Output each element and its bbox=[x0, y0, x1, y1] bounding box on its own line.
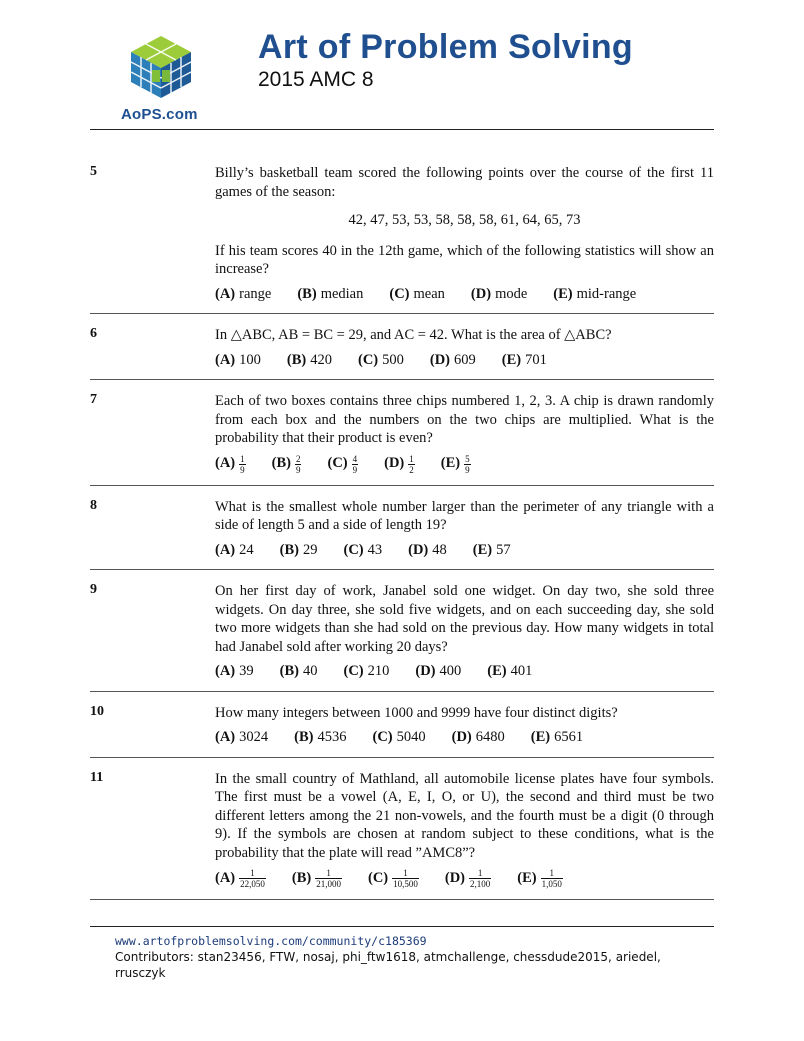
choice-d: (D) 48 bbox=[408, 541, 447, 558]
problem-11 bbox=[90, 766, 714, 901]
choice-b: (B) 29 bbox=[279, 541, 318, 558]
problem-text: Billy’s basketball team scored the following points over the course of the first 11 games of the season: bbox=[215, 165, 714, 200]
problem-list bbox=[90, 160, 714, 908]
choice-d: (D) 400 bbox=[415, 663, 462, 679]
choice-b: (B) 40 bbox=[279, 663, 318, 679]
problem-7 bbox=[90, 388, 714, 486]
page-footer bbox=[115, 933, 675, 981]
answer-choices bbox=[215, 285, 714, 304]
choice-a: (A) range bbox=[215, 285, 272, 302]
choice-b: (B) $\frac{2}{9}$ bbox=[271, 453, 301, 475]
choice-e: (E) mid-range bbox=[553, 285, 637, 302]
problem-text: How many integers between 1000 and 9999 have four distinct digits? bbox=[215, 704, 618, 721]
problem-text: What is the smallest whole number larger than the perimeter of any triangle with a side of length 5 and a side of length 19? bbox=[215, 498, 714, 533]
logo-text: AoPS.com bbox=[121, 106, 198, 123]
choice-e: (E) $\frac{5}{9}$ bbox=[440, 453, 470, 475]
problem-number: 8 bbox=[90, 497, 97, 513]
choice-d: (D) 609 bbox=[429, 351, 476, 368]
choice-d: (D) $\frac{1}{2,100}$ bbox=[444, 868, 491, 889]
choice-c: (C) 43 bbox=[343, 541, 383, 558]
choice-b: (B) 420 bbox=[286, 351, 332, 368]
choice-c: (C) 210 bbox=[343, 663, 390, 679]
choice-a: (A) 100 bbox=[215, 351, 261, 368]
problem-number: 11 bbox=[90, 769, 104, 785]
choice-c: (C) $\frac{1}{10,500}$ bbox=[367, 868, 418, 889]
choice-c: (C) 5040 bbox=[372, 729, 426, 745]
contributors: Contributors: stan23456, FTW, nosaj, phi_ftw1618, atmchallenge, chessdude2015, ariedel, rrusczyk bbox=[115, 950, 661, 980]
problem-number: 9 bbox=[90, 582, 97, 597]
choice-a: (A) 39 bbox=[215, 663, 254, 679]
choice-b: (B) median bbox=[297, 285, 364, 302]
problem-text: In △ABC, AB = BC = 29, and AC = 42. What is the area of △ABC? bbox=[215, 327, 612, 343]
header-divider bbox=[90, 129, 714, 130]
problem-number: 10 bbox=[90, 703, 104, 719]
score-list: 42, 47, 53, 53, 58, 58, 58, 61, 64, 65, 73 bbox=[348, 212, 581, 228]
community-link[interactable]: www.artofproblemsolving.com/community/c185369 bbox=[115, 934, 427, 948]
problem-number: 6 bbox=[90, 326, 97, 341]
choice-a: (A) $\frac{1}{22,050}$ bbox=[215, 868, 265, 889]
answer-choices bbox=[215, 662, 714, 681]
choice-c: (C) 500 bbox=[357, 351, 404, 368]
choice-d: (D) mode bbox=[470, 285, 528, 302]
choice-b: (B) 4536 bbox=[294, 729, 347, 745]
problem-text: Each of two boxes contains three chips numbered 1, 2, 3. A chip is drawn randomly from each box and the numbers on the two chips are multiplied. What is the probability that their product is even? bbox=[215, 393, 714, 446]
choice-e: (E) 701 bbox=[501, 351, 547, 368]
brand-title: Art of Problem Solving bbox=[258, 28, 633, 66]
choice-d: (D) 6480 bbox=[451, 729, 505, 745]
problem-number: 7 bbox=[90, 392, 97, 407]
choice-e: (E) 6561 bbox=[530, 729, 584, 745]
choice-d: (D) $\frac{1}{2}$ bbox=[384, 453, 414, 475]
choice-b: (B) $\frac{1}{21,000}$ bbox=[291, 868, 341, 889]
choice-a: (A) 3024 bbox=[215, 729, 269, 745]
answer-choices bbox=[215, 728, 714, 747]
problem-text: In the small country of Mathland, all automobile license plates have four symbols. The first must be a vowel (A, E, I, O, or U), the second and third must be two different letters among the 21 non-vowels, and the fourth must be a digit (0 through 9). If the symbols are chosen at random subject to these conditions, what is the probability that the plate will read ”AMC8”? bbox=[215, 770, 714, 861]
answer-choices bbox=[215, 351, 714, 370]
problem-10 bbox=[90, 700, 714, 758]
page-subtitle: 2015 AMC 8 bbox=[258, 68, 374, 91]
problem-text: On her first day of work, Janabel sold one widget. On day two, she sold three widgets. On day three, she sold five widgets, and on each succeeding day, she sold two more widgets than she had sold on the previous day. How many widgets in total had Janabel sold after working 20 days? bbox=[215, 583, 714, 655]
aops-cube-logo-icon bbox=[128, 34, 194, 100]
problem-number: 5 bbox=[90, 164, 97, 179]
choice-a: (A) 24 bbox=[215, 541, 254, 558]
choice-e: (E) 401 bbox=[487, 663, 533, 679]
answer-choices bbox=[215, 454, 714, 475]
choice-e: (E) $\frac{1}{1,050}$ bbox=[517, 868, 562, 889]
problem-5 bbox=[90, 160, 714, 314]
choice-e: (E) 57 bbox=[472, 541, 511, 558]
page-header bbox=[0, 0, 804, 130]
answer-choices bbox=[215, 541, 714, 560]
problem-6 bbox=[90, 322, 714, 380]
choice-c: (C) $\frac{4}{9}$ bbox=[327, 453, 358, 475]
choice-c: (C) mean bbox=[389, 285, 445, 302]
footer-divider bbox=[90, 926, 714, 927]
problem-9 bbox=[90, 578, 714, 692]
problem-8 bbox=[90, 494, 714, 571]
problem-text-continued: If his team scores 40 in the 12th game, which of the following statistics will show an increase? bbox=[215, 242, 714, 277]
answer-choices bbox=[215, 868, 714, 889]
choice-a: (A) $\frac{1}{9}$ bbox=[215, 453, 245, 475]
